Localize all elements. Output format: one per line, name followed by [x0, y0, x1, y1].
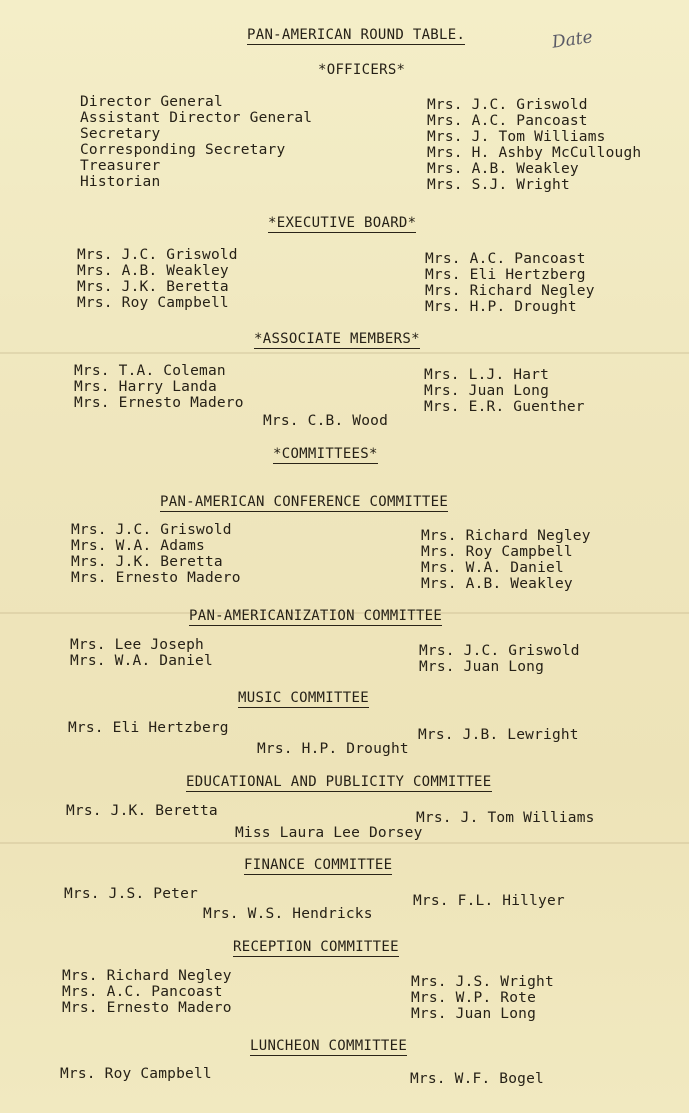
officer-name: Mrs. J. Tom Williams — [427, 129, 606, 145]
member-name: Mrs. W.P. Rote — [411, 990, 537, 1006]
member-name: Mrs. C.B. Wood — [263, 413, 389, 429]
americanization-committee-left — [70, 637, 213, 669]
member-name: Mrs. W.A. Adams — [71, 538, 205, 554]
committees-heading: *COMMITTEES* — [273, 446, 378, 462]
member-name: Mrs. A.C. Pancoast — [425, 251, 586, 267]
member-name: Mrs. W.A. Daniel — [70, 653, 213, 669]
member-name: Mrs. J.C. Griswold — [71, 522, 232, 538]
member-name: Mrs. Harry Landa — [74, 379, 217, 395]
conference-committee-left — [71, 522, 241, 586]
member-name: Mrs. J.B. Lewright — [418, 727, 579, 743]
member-name: Mrs. Eli Hertzberg — [425, 267, 586, 283]
member-name: Mrs. Juan Long — [424, 383, 550, 399]
reception-committee-right — [411, 974, 554, 1022]
member-name: Mrs. Lee Joseph — [70, 637, 204, 653]
officer-role: Director General — [80, 94, 223, 110]
member-name: Mrs. J.S. Wright — [411, 974, 554, 990]
member-name: Mrs. Ernesto Madero — [71, 570, 241, 586]
finance-committee-heading: FINANCE COMMITTEE — [244, 857, 393, 873]
officer-name: Mrs. A.C. Pancoast — [427, 113, 588, 129]
member-name: Mrs. Ernesto Madero — [74, 395, 244, 411]
americanization-committee-heading: PAN-AMERICANIZATION COMMITTEE — [189, 608, 443, 624]
associate-members-left — [74, 363, 244, 411]
associate-members-right — [424, 367, 585, 415]
officer-role: Assistant Director General — [80, 110, 313, 126]
officer-role: Corresponding Secretary — [80, 142, 286, 158]
member-name: Mrs. Richard Negley — [421, 528, 591, 544]
member-name: Mrs. Richard Negley — [425, 283, 595, 299]
member-name: Mrs. Ernesto Madero — [62, 1000, 232, 1016]
member-name: Mrs. E.R. Guenther — [424, 399, 585, 415]
member-name: Mrs. J.K. Beretta — [66, 803, 218, 819]
member-name: Mrs. Juan Long — [411, 1006, 537, 1022]
reception-committee-heading: RECEPTION COMMITTEE — [233, 939, 399, 955]
officer-role: Secretary — [80, 126, 161, 142]
member-name: Mrs. A.C. Pancoast — [62, 984, 223, 1000]
reception-committee-left — [62, 968, 232, 1016]
paper-fold — [0, 842, 689, 844]
member-name: Mrs. Richard Negley — [62, 968, 232, 984]
member-name: Mrs. W.S. Hendricks — [203, 906, 373, 922]
member-name: Mrs. J. Tom Williams — [416, 810, 595, 826]
document-title: PAN-AMERICAN ROUND TABLE. — [247, 27, 466, 43]
member-name: Mrs. Roy Campbell — [60, 1066, 212, 1082]
paper-fold — [0, 352, 689, 354]
member-name: Mrs. Eli Hertzberg — [68, 720, 229, 736]
music-committee-heading: MUSIC COMMITTEE — [238, 690, 369, 706]
member-name: Miss Laura Lee Dorsey — [235, 825, 423, 841]
officer-role: Historian — [80, 174, 161, 190]
executive-board-right — [425, 251, 595, 315]
officer-name: Mrs. J.C. Griswold — [427, 97, 588, 113]
member-name: Mrs. J.K. Beretta — [71, 554, 223, 570]
educational-committee-heading: EDUCATIONAL AND PUBLICITY COMMITTEE — [186, 774, 492, 790]
member-name: Mrs. W.A. Daniel — [421, 560, 564, 576]
member-name: Mrs. L.J. Hart — [424, 367, 550, 383]
conference-committee-heading: PAN-AMERICAN CONFERENCE COMMITTEE — [160, 494, 449, 510]
executive-board-left — [77, 247, 238, 311]
member-name: Mrs. A.B. Weakley — [421, 576, 573, 592]
member-name: Mrs. Roy Campbell — [77, 295, 229, 311]
member-name: Mrs. J.S. Peter — [64, 886, 198, 902]
luncheon-committee-heading: LUNCHEON COMMITTEE — [250, 1038, 408, 1054]
member-name: Mrs. T.A. Coleman — [74, 363, 226, 379]
officer-name: Mrs. H. Ashby McCullough — [427, 145, 642, 161]
executive-board-heading: *EXECUTIVE BOARD* — [268, 215, 417, 231]
officer-role: Treasurer — [80, 158, 161, 174]
member-name: Mrs. W.F. Bogel — [410, 1071, 544, 1087]
officer-roles — [80, 94, 312, 190]
officer-names — [427, 97, 641, 193]
member-name: Mrs. J.C. Griswold — [419, 643, 580, 659]
member-name: Mrs. Juan Long — [419, 659, 545, 675]
member-name: Mrs. J.K. Beretta — [77, 279, 229, 295]
conference-committee-right — [421, 528, 591, 592]
handwritten-note: Date — [550, 27, 594, 53]
officers-heading: *OFFICERS* — [318, 62, 406, 78]
officer-name: Mrs. S.J. Wright — [427, 177, 570, 193]
member-name: Mrs. J.C. Griswold — [77, 247, 238, 263]
member-name: Mrs. A.B. Weakley — [77, 263, 229, 279]
officer-name: Mrs. A.B. Weakley — [427, 161, 579, 177]
member-name: Mrs. F.L. Hillyer — [413, 893, 565, 909]
member-name: Mrs. Roy Campbell — [421, 544, 573, 560]
americanization-committee-right — [419, 643, 580, 675]
member-name: Mrs. H.P. Drought — [425, 299, 577, 315]
associate-members-heading: *ASSOCIATE MEMBERS* — [254, 331, 420, 347]
member-name: Mrs. H.P. Drought — [257, 741, 409, 757]
